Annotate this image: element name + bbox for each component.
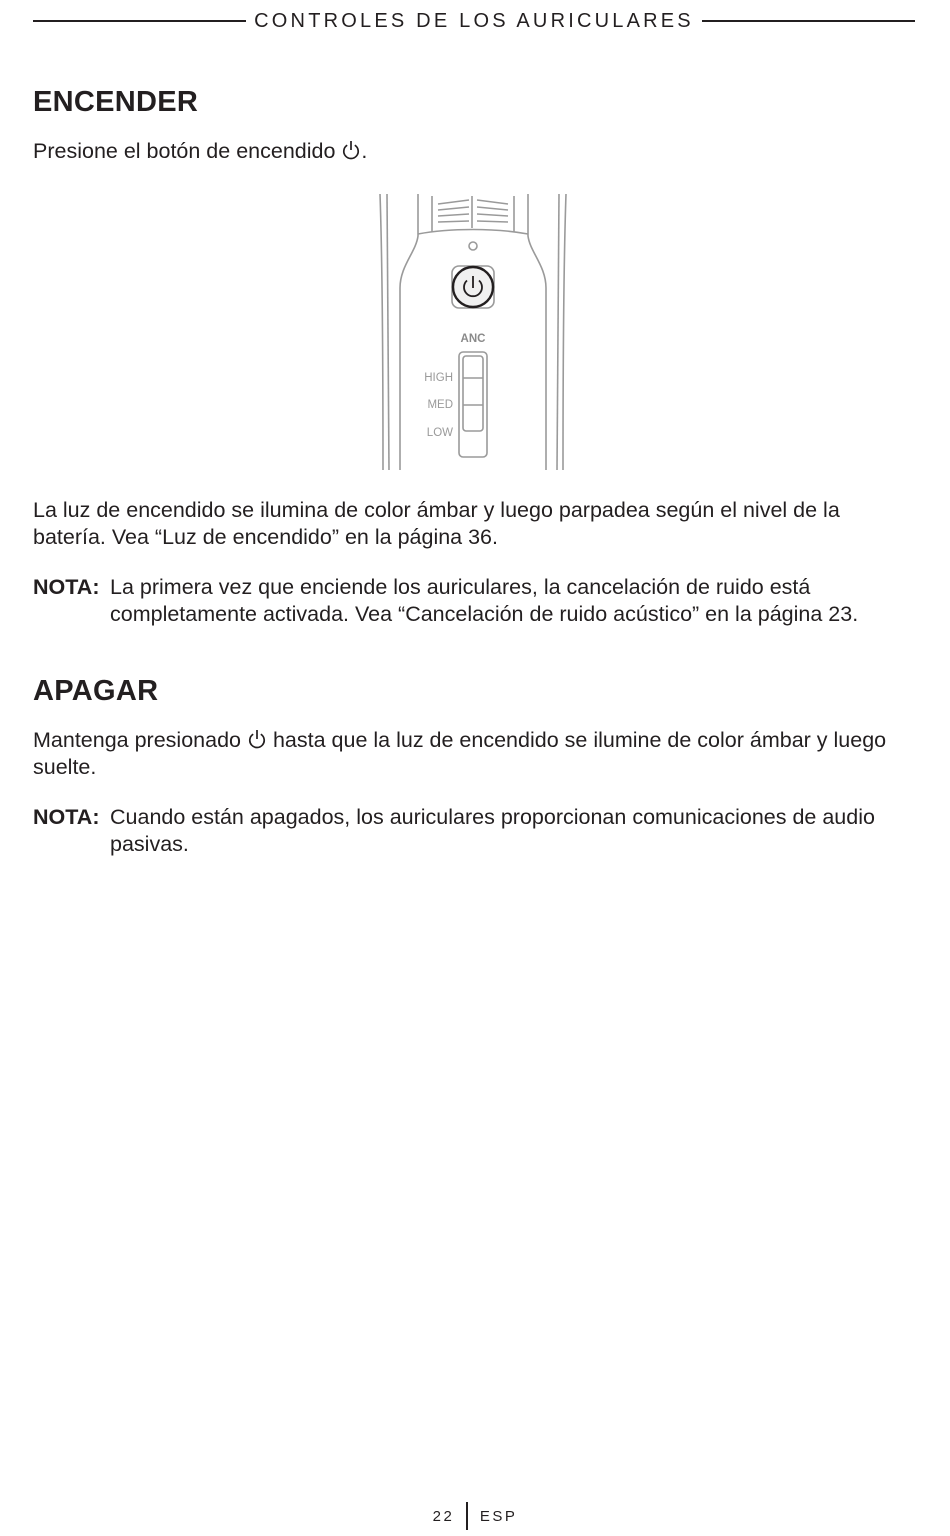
anc-level-low: LOW <box>426 427 453 439</box>
encender-note <box>33 574 913 628</box>
encender-instruction-text: Presione el botón de encendido <box>33 139 336 163</box>
page-number: 22 <box>432 1507 455 1525</box>
note-label: NOTA: <box>33 575 100 599</box>
encender-instruction <box>33 138 913 165</box>
header-rule-right <box>702 20 915 22</box>
anc-level-high: HIGH <box>424 372 453 384</box>
headset-controls-illustration <box>370 192 580 474</box>
apagar-instruction-end: hasta que la luz de encendido se ilumine de color ámbar y luego suelte. <box>33 728 887 779</box>
footer-separator <box>466 1502 468 1530</box>
encender-instruction-end: . <box>361 139 368 163</box>
page-footer <box>0 1502 950 1530</box>
power-icon <box>247 728 267 750</box>
section-title-apagar: APAGAR <box>33 675 159 707</box>
power-icon <box>341 139 361 161</box>
apagar-note <box>33 804 913 858</box>
apagar-instruction-text: Mantenga presionado <box>33 728 241 752</box>
note-text: La primera vez que enciende los auriculares, la cancelación de ruido está completamente activada. Vea “Cancelación de ruido acústico” en la página 23. <box>110 575 859 626</box>
anc-level-med: MED <box>427 399 453 411</box>
header-rule-left <box>33 20 246 22</box>
header-title: CONTROLES DE LOS AURICULARES <box>254 9 694 32</box>
apagar-instruction <box>33 727 913 781</box>
section-title-encender: ENCENDER <box>33 86 199 118</box>
anc-label: ANC <box>460 333 486 345</box>
language-code: ESP <box>479 1507 518 1525</box>
page-header <box>33 8 915 34</box>
encender-body: La luz de encendido se ilumina de color ámbar y luego parpadea según el nivel de la batería. Vea “Luz de encendido” en la página 36. <box>33 498 840 549</box>
note-text: Cuando están apagados, los auriculares proporcionan comunicaciones de audio pasivas. <box>110 805 875 856</box>
note-label: NOTA: <box>33 805 100 829</box>
